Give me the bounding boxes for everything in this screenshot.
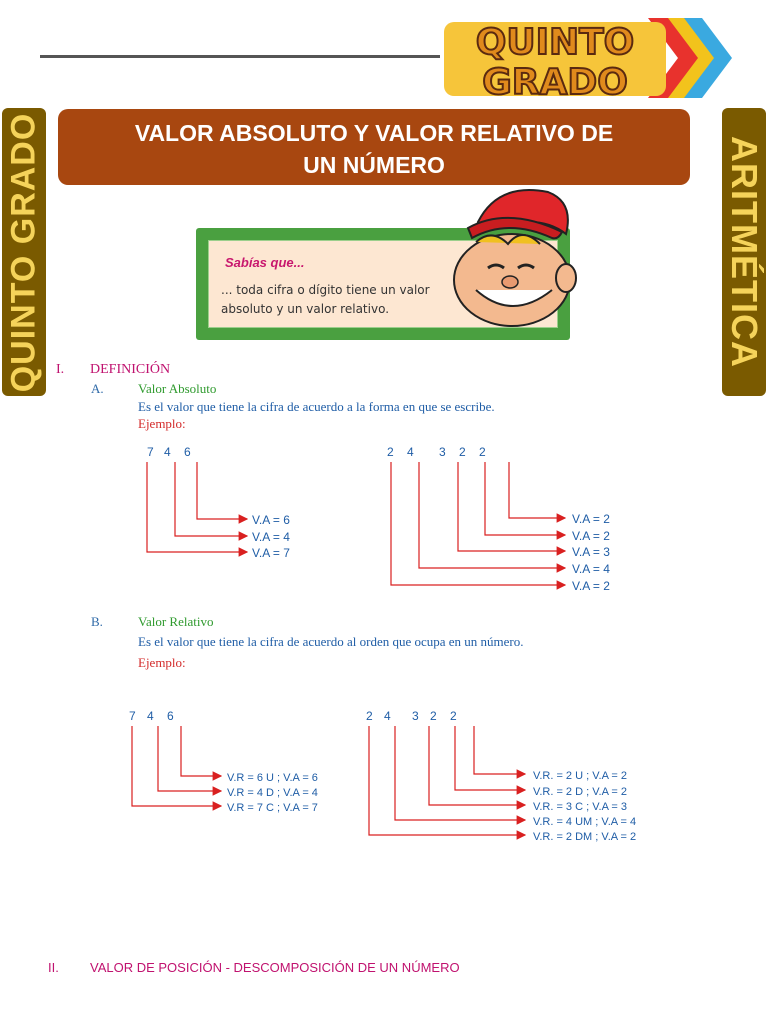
va1-arrow [175,462,247,536]
section2-title: VALOR DE POSICIÓN - DESCOMPOSICIÓN DE UN NÚMERO [90,960,460,975]
va2-label: V.A = 2 [572,512,610,526]
vr1-digit: 4 [147,709,154,723]
va2-label: V.A = 2 [572,529,610,543]
va1-label: V.A = 4 [252,530,290,544]
va1-digit: 4 [164,445,171,459]
va2-digit: 3 [439,445,446,459]
section1-number: I. [56,362,65,377]
vr2-digit: 2 [450,709,457,723]
vr2-label: V.R. = 2 D ; V.A = 2 [533,786,627,798]
va1-digit: 6 [184,445,191,459]
va2-arrow [391,462,565,585]
vr2-digit: 2 [366,709,373,723]
sabias-que-title: Sabías que... [225,255,305,270]
logo-line2: GRADO [482,62,628,103]
va2-digit: 2 [387,445,394,459]
vr2-arrow [429,726,525,805]
cartoon-boy-illustration [448,182,580,332]
va1-arrow [197,462,247,519]
vr2-label: V.R. = 4 UM ; V.A = 4 [533,816,637,828]
vr2-arrow [455,726,525,790]
sabias-que-text: ... toda cifra o dígito tiene un valor absoluto y un valor relativo. [221,283,430,316]
vr2-arrow [474,726,525,774]
vr1-label: V.R = 7 C ; V.A = 7 [227,802,318,814]
subsection-b-letter: B. [91,614,103,629]
va2-arrow [485,462,565,535]
header-rule [40,55,440,58]
subsection-a-title: Valor Absoluto [138,381,217,396]
page-title-line1: VALOR ABSOLUTO Y VALOR RELATIVO DE [134,120,614,146]
vr-example-2-diagram [355,702,675,847]
vr2-label: V.R. = 2 U ; V.A = 2 [533,770,627,782]
side-banner-left-text: QUINTO GRADO [4,112,43,392]
va2-digit: 4 [407,445,414,459]
va1-label: V.A = 6 [252,513,290,527]
side-banner-right-text: ARITMÉTICA [724,136,766,368]
vr1-label: V.R = 6 U ; V.A = 6 [227,772,318,784]
quinto-grado-logo [440,10,740,106]
va2-arrow [458,462,565,551]
vr2-arrow [369,726,525,835]
subsection-b-ejemplo: Ejemplo: [138,655,186,670]
vr2-digit: 3 [412,709,419,723]
logo-line1: QUINTO [475,22,635,63]
vr2-digit: 2 [430,709,437,723]
va2-digit: 2 [459,445,466,459]
side-banner-right [722,108,766,396]
page-title [58,109,690,185]
vr2-arrow [395,726,525,820]
side-banner-left [2,108,46,396]
va-example-2-diagram [375,440,645,600]
va2-arrow [419,462,565,568]
va-example-1-diagram [130,440,330,565]
section1-title: DEFINICIÓN [90,362,171,377]
va2-label: V.A = 3 [572,545,610,559]
section2-number: II. [48,960,59,975]
vr1-arrow [158,726,221,791]
subsection-a-letter: A. [91,381,104,396]
subsection-b-definition: Es el valor que tiene la cifra de acuerdo al orden que ocupa en un número. [138,634,524,649]
vr1-digit: 7 [129,709,136,723]
vr1-arrow [132,726,221,806]
va2-arrow [509,462,565,518]
vr-example-1-diagram [115,702,355,817]
vr2-label: V.R. = 2 DM ; V.A = 2 [533,831,637,843]
subsection-a-definition: Es el valor que tiene la cifra de acuerdo a la forma en que se escribe. [138,399,495,414]
va2-label: V.A = 4 [572,562,610,576]
vr1-arrow [181,726,221,776]
va2-label: V.A = 2 [572,579,610,593]
va1-label: V.A = 7 [252,546,290,560]
subsection-b-title: Valor Relativo [138,614,214,629]
page-title-line2: UN NÚMERO [303,152,445,178]
vr1-digit: 6 [167,709,174,723]
vr1-label: V.R = 4 D ; V.A = 4 [227,787,318,799]
vr2-digit: 4 [384,709,391,723]
va1-digit: 7 [147,445,154,459]
va2-digit: 2 [479,445,486,459]
subsection-a-ejemplo: Ejemplo: [138,416,186,431]
vr2-label: V.R. = 3 C ; V.A = 3 [533,801,627,813]
